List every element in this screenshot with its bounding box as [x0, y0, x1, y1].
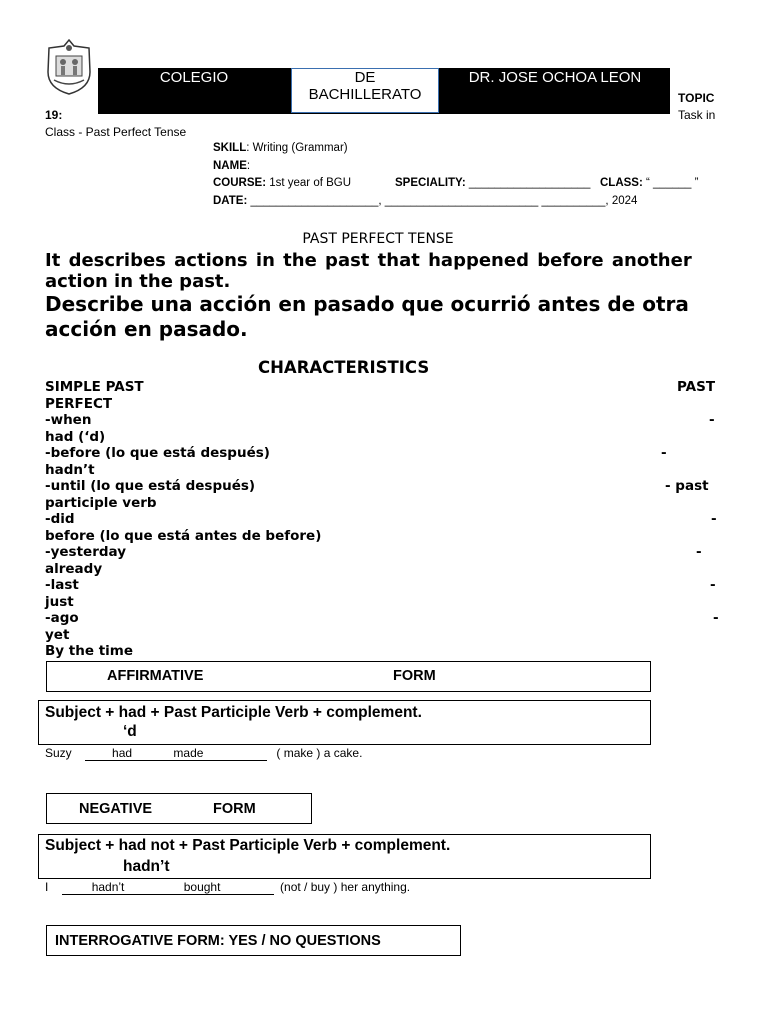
negative-formula-box	[38, 834, 651, 879]
characteristic-left: -did	[45, 511, 75, 527]
characteristic-left: hadn’t	[45, 461, 95, 478]
affirmative-title-box	[46, 661, 651, 692]
characteristic-left: -ago	[45, 610, 79, 626]
school-crest-logo	[44, 38, 94, 96]
characteristics-row	[45, 594, 725, 611]
negative-formula: Subject + had not + Past Participle Verb + complement.	[45, 837, 451, 854]
characteristics-row	[45, 544, 725, 561]
class-line: CLASS: “ ______ ”	[600, 177, 699, 189]
characteristic-left: -before (lo que está después)	[45, 445, 270, 461]
characteristics-row	[45, 627, 725, 644]
characteristic-left: -when	[45, 412, 92, 428]
characteristic-left: -last	[45, 577, 79, 593]
characteristic-right: -	[713, 610, 719, 626]
description-en-line1: It describes actions in the past that happened before another	[45, 250, 692, 271]
topic-label: TOPIC	[678, 91, 715, 105]
characteristics-row	[45, 610, 725, 627]
characteristics-row	[45, 379, 725, 396]
characteristics-row	[45, 396, 725, 413]
topic-number: 19:	[45, 108, 63, 122]
characteristic-left: participle verb	[45, 494, 157, 511]
school-name-left: COLEGIO	[159, 69, 229, 86]
characteristics-row	[45, 495, 725, 512]
characteristic-right: -	[711, 511, 717, 527]
characteristic-left: SIMPLE PAST	[45, 379, 144, 395]
school-name-right: DR. JOSE OCHOA LEON	[468, 69, 642, 86]
characteristic-right: -	[696, 544, 702, 560]
characteristics-row	[45, 528, 725, 545]
affirmative-formula: Subject + had + Past Participle Verb + complement.	[45, 704, 422, 721]
characteristics-row	[45, 462, 725, 479]
characteristics-row	[45, 478, 725, 495]
characteristics-row	[45, 577, 725, 594]
characteristic-left: -until (lo que está después)	[45, 478, 256, 494]
negative-contraction: hadn’t	[123, 858, 170, 875]
characteristic-left: -yesterday	[45, 544, 127, 560]
characteristic-left: already	[45, 560, 103, 577]
name-line: NAME:	[213, 160, 251, 172]
characteristics-row	[45, 511, 725, 528]
characteristic-right: -	[661, 445, 667, 461]
characteristic-left: before (lo que está antes de before)	[45, 527, 322, 544]
characteristics-row	[45, 412, 725, 429]
topic-text-a: Task in	[678, 108, 716, 122]
negative-title-b: FORM	[213, 801, 256, 817]
characteristic-left: had (‘d)	[45, 428, 106, 445]
characteristics-row	[45, 429, 725, 446]
interrogative-title: INTERROGATIVE FORM: YES / NO QUESTIONS	[55, 933, 381, 949]
interrogative-title-box	[46, 925, 461, 956]
negative-title-a: NEGATIVE	[79, 801, 153, 817]
affirmative-title-a: AFFIRMATIVE	[107, 668, 204, 684]
page-title: PAST PERFECT TENSE	[302, 231, 454, 247]
description-es-line2: acción en pasado.	[45, 317, 248, 341]
date-line: DATE: ____________________, ________________________ __________, 2024	[213, 195, 638, 207]
characteristic-left: yet	[45, 626, 70, 643]
characteristics-list	[45, 379, 725, 660]
school-name-mid: DE BACHILLERATO	[291, 68, 439, 113]
characteristic-left: By the time	[45, 643, 134, 659]
header-underline	[98, 113, 670, 114]
characteristic-left: just	[45, 593, 74, 610]
characteristic-right: -	[709, 412, 715, 428]
speciality-line: SPECIALITY: ___________________	[395, 177, 591, 189]
course-line: COURSE: 1st year of BGU	[213, 177, 352, 189]
characteristic-right: - past	[665, 478, 709, 494]
affirmative-contraction: ‘d	[123, 723, 137, 740]
description-en-line2: action in the past.	[45, 271, 231, 292]
characteristic-right: -	[710, 577, 716, 593]
characteristics-row	[45, 445, 725, 462]
characteristic-right: PAST	[677, 379, 716, 395]
affirmative-formula-box	[38, 700, 651, 745]
skill-line: SKILL: Writing (Grammar)	[213, 142, 348, 154]
affirmative-title-b: FORM	[393, 668, 436, 684]
affirmative-example: Suzy had made ( make ) a cake.	[45, 746, 363, 760]
characteristics-row	[45, 561, 725, 578]
characteristics-title: CHARACTERISTICS	[258, 358, 430, 377]
negative-title-box	[46, 793, 312, 824]
characteristic-left: PERFECT	[45, 395, 113, 412]
description-es-line1: Describe una acción en pasado que ocurrió antes de otra	[45, 292, 689, 316]
topic-text-b: Class - Past Perfect Tense	[45, 125, 187, 139]
negative-example: I hadn’t bought (not / buy ) her anything.	[45, 880, 411, 894]
characteristics-row	[45, 643, 725, 660]
